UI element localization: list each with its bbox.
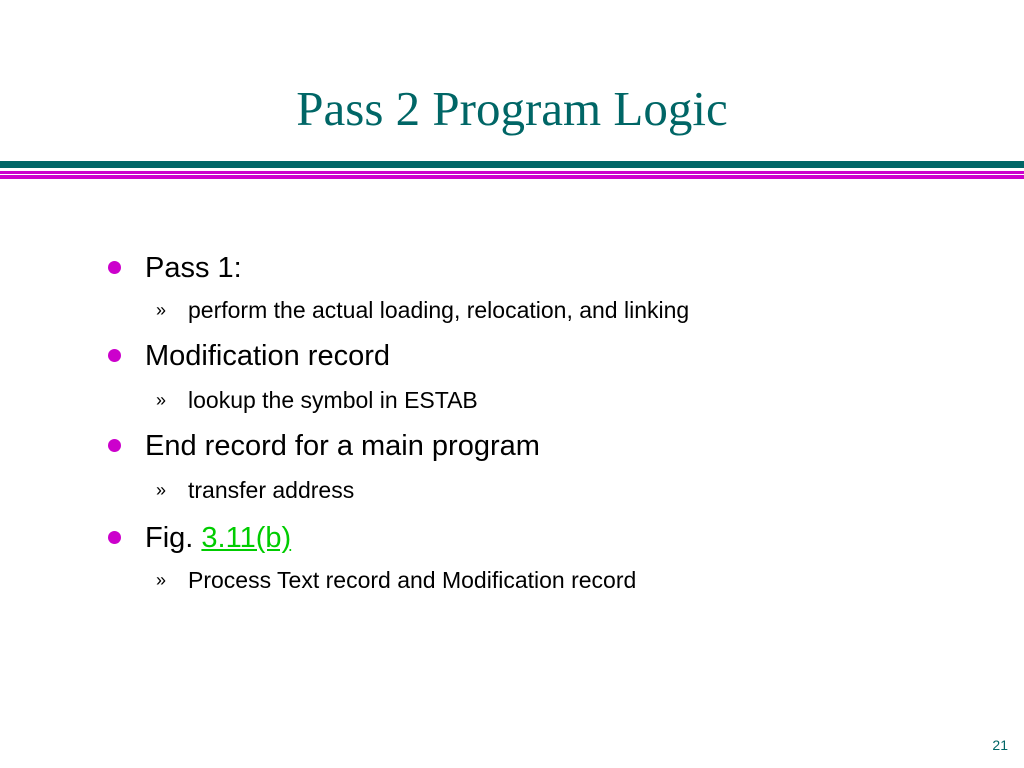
- bullet-dot-icon: [108, 349, 121, 362]
- title-rule-magenta: [0, 175, 1024, 179]
- page-number: 21: [992, 737, 1008, 753]
- sub-item: [0, 565, 1024, 595]
- chevron-right-icon: »: [156, 390, 167, 410]
- bullet-dot-icon: [108, 439, 121, 452]
- bullet-item-text: Pass 1:: [145, 252, 242, 284]
- bullet-item: [0, 518, 1024, 558]
- sub-item: [0, 385, 1024, 415]
- slide-title: Pass 2 Program Logic: [296, 81, 728, 136]
- chevron-right-icon: »: [156, 300, 167, 320]
- sub-item-text: lookup the symbol in ESTAB: [188, 387, 478, 413]
- sub-item-text: perform the actual loading, relocation, and linking: [188, 297, 690, 323]
- sub-item: [0, 475, 1024, 505]
- figure-link[interactable]: 3.11(b): [201, 522, 292, 554]
- chevron-right-icon: »: [156, 480, 167, 500]
- sub-item-text: Process Text record and Modification record: [188, 567, 637, 593]
- bullet-dot-icon: [108, 261, 121, 274]
- bullet-item-text: Modification record: [145, 340, 390, 372]
- chevron-right-icon: »: [156, 570, 167, 590]
- bullet-item: [0, 248, 1024, 288]
- bullet-item-text: End record for a main program: [145, 430, 540, 462]
- title-rule-teal: [0, 161, 1024, 168]
- sub-item-text: transfer address: [188, 477, 355, 503]
- fig-label: Fig.: [145, 522, 194, 554]
- sub-item: [0, 295, 1024, 325]
- title-rule-magenta-thin: [0, 171, 1024, 174]
- bullet-dot-icon: [108, 531, 121, 544]
- bullet-item: [0, 426, 1024, 466]
- bullet-item: [0, 336, 1024, 376]
- bullet-item-text: [145, 518, 291, 558]
